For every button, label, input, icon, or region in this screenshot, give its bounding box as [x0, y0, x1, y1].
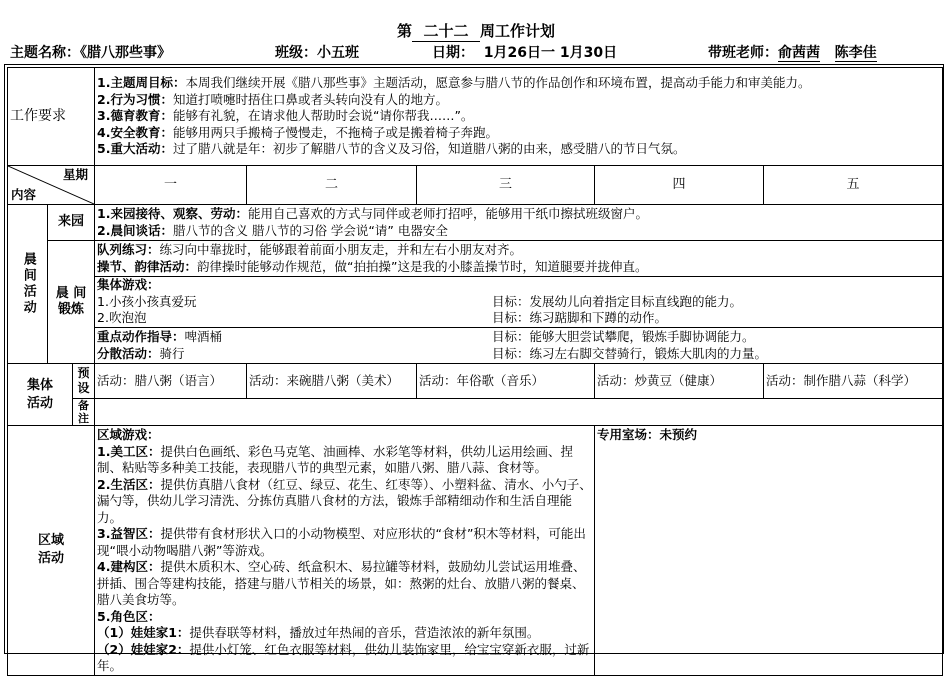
- corner-weekday-label: 星期: [63, 167, 89, 182]
- games-head: 集体游戏：: [97, 277, 160, 293]
- arrival-label: 来园: [48, 205, 95, 241]
- requirement-item: 2.行为习惯：知道打喷嚏时捂住口鼻或者头转向没有人的地方。: [97, 91, 448, 107]
- day-thursday: 四: [595, 166, 764, 205]
- day-friday: 五: [764, 166, 943, 205]
- game-item: 1.小孩小孩真爱玩 目标：发展幼儿向着指定目标直线跑的能力。: [97, 293, 743, 309]
- exercise-queue-rhythm: [95, 241, 943, 277]
- arrival-row: [8, 205, 943, 241]
- arrival-content: [95, 205, 943, 241]
- plan-info-bar: [10, 42, 945, 60]
- activity-friday: 活动：制作腊八蒜（科学）: [764, 364, 943, 399]
- week-number: 二十二: [412, 20, 480, 42]
- work-requirements-label: 工作要求: [8, 68, 95, 166]
- day-monday: 一: [95, 166, 247, 205]
- morning-exercise-label: 晨 间 锻炼: [48, 241, 95, 364]
- work-requirements-list: [95, 68, 943, 166]
- area-activity-row: [8, 426, 943, 676]
- area-games: [95, 426, 595, 676]
- game-item: 2.吹泡泡 目标：练习踮脚和下蹲的动作。: [97, 310, 668, 326]
- requirement-item: 4.安全教育：能够用两只手搬椅子慢慢走，不拖椅子或是搬着椅子奔跑。: [97, 124, 498, 140]
- queue-practice: 队列练习：练习向中靠拢时，能够跟着前面小朋友走，并和左右小朋友对齐。: [97, 242, 523, 257]
- date-info: 日期： 1月26日一 1月30日: [432, 45, 618, 61]
- area-item: （2）娃娃家2：提供小灯笼、红色衣服等材料，供幼儿装饰家里，给宝宝穿新衣服，过新年。: [97, 641, 590, 673]
- area-item: 5.角色区：: [97, 608, 161, 624]
- weekly-plan-table: [7, 67, 943, 676]
- activity-wednesday: 活动：年俗歌（音乐）: [417, 364, 595, 399]
- focus-group-activities: [95, 328, 943, 364]
- area-games-head: 区域游戏：: [97, 427, 160, 442]
- exercise-row-3: [8, 328, 943, 364]
- collective-preset-row: [8, 364, 943, 399]
- activity-tuesday: 活动：来碗腊八粥（美术）: [247, 364, 417, 399]
- week-header-row: [8, 166, 943, 205]
- area-item: 2.生活区：提供仿真腊八食材（红豆、绿豆、花生、红枣等）、小塑料盆、清水、小勺子、漏勺等，供幼儿学习清洗、分拣仿真腊八食材的方法，锻炼手部精细动作和生活自理能力。: [97, 476, 592, 525]
- class-info: 班级：小五班: [275, 45, 359, 61]
- area-activity-label: 区域活动: [8, 426, 95, 676]
- note-content: [95, 399, 943, 426]
- preset-label: 预设: [73, 364, 95, 399]
- group-activity: 分散活动：骑行 目标：练习左右脚交替骑行，锻炼大肌肉的力量。: [97, 345, 768, 361]
- collective-games: [95, 277, 943, 328]
- page-title: 第 二十二 周工作计划: [396, 22, 556, 40]
- area-item: 1.美工区：提供白色画纸、彩色马克笔、油画棒、水彩笔等材料，供幼儿运用绘画、捏制、粘贴等多种美工技能，表现腊八节的典型元素，如腊八粥、腊八蒜、食材等。: [97, 443, 573, 475]
- day-wednesday: 三: [417, 166, 595, 205]
- area-item: 3.益智区：提供带有食材形状入口的小动物模型、对应形状的“食材”积木等材料，可能出现“喂小动物喝腊八粥”等游戏。: [97, 526, 586, 558]
- activity-thursday: 活动：炒黄豆（健康）: [595, 364, 764, 399]
- arrival-item: 2.晨间谈话：腊八节的含义 腊八节的习俗 学会说“请” 电器安全: [97, 222, 448, 238]
- activity-monday: 活动：腊八粥（语言）: [95, 364, 247, 399]
- collective-activity-label: 集体活动: [8, 364, 73, 426]
- work-requirements-row: [8, 68, 943, 166]
- day-tuesday: 二: [247, 166, 417, 205]
- note-label: 备注: [73, 399, 95, 426]
- arrival-item: 1.来园接待、观察、劳动：能用自己喜欢的方式与同伴或老师打招呼，能够用干纸巾擦拭班级窗户。: [97, 206, 648, 221]
- area-item: （1）娃娃家1：提供春联等材料，播放过年热闹的音乐，营造浓浓的新年氛围。: [97, 625, 540, 640]
- rhythm-activity: 操节、韵律活动：韵律操时能够动作规范，做“拍拍操”这是我的小膝盖操节时，知道腿要并拢伸直。: [97, 258, 648, 274]
- exercise-row-2: [8, 277, 943, 328]
- morning-activity-label: 晨间活动: [8, 205, 48, 364]
- area-item: 4.建构区：提供木质积木、空心砖、纸盒积木、易拉罐等材料，鼓励幼儿尝试运用堆叠、拼插、围合等建构技能，搭建与腊八节相关的场景，如：熬粥的灶台、放腊八粥的餐桌、腊八美食坊等。: [97, 559, 586, 607]
- teacher-info: 带班老师：俞茜茜 陈李佳: [708, 45, 877, 61]
- corner-content-label: 内容: [11, 186, 37, 202]
- requirement-item: 1.主题周目标：本周我们继续开展《腊八那些事》主题活动，愿意参与腊八节的作品创作和环境布置，提高动手能力和审美能力。: [97, 75, 811, 91]
- corner-cell: [8, 166, 95, 205]
- exercise-row-1: [8, 241, 943, 277]
- special-room: 专用室场：未预约: [595, 426, 943, 676]
- requirement-item: 3.德育教育：能够有礼貌，在请求他人帮助时会说“请你帮我……”。: [97, 108, 474, 124]
- theme-info: 主题名称：《腊八那些事》: [10, 45, 171, 61]
- collective-note-row: [8, 399, 943, 426]
- focus-guidance: 重点动作指导：啤酒桶 目标：能够大胆尝试攀爬，锻炼手脚协调能力。: [97, 329, 755, 344]
- requirement-item: 5.重大活动：过了腊八就是年：初步了解腊八节的含义及习俗，知道腊八粥的由来，感受腊八的节日气氛。: [97, 141, 686, 157]
